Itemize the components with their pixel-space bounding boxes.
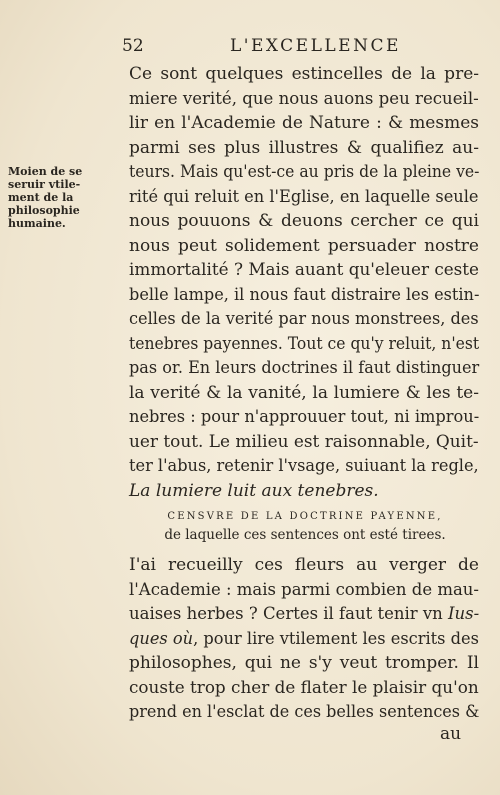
- text-line: parmi ses plus illustres & qualifiez au-: [129, 137, 479, 158]
- text-line: tenebres payennes. Tout ce qu'y reluit, n'est: [129, 333, 480, 354]
- text-line: rité qui reluit en l'Eglise, en laquelle seule: [129, 186, 479, 207]
- text-line: prend en l'esclat de ces belles sentences &: [129, 702, 480, 722]
- text-line: [129, 602, 480, 627]
- text-segment: , pour lire vtilement les escrits des: [193, 628, 479, 649]
- italic-segment: Ius-: [448, 604, 480, 624]
- text-line: nous pouuons & deuons cercher ce qui: [129, 211, 479, 231]
- text-line: belle lampe, il nous faut distraire les estin-: [129, 284, 480, 305]
- text-line: l'Academie : mais parmi combien de mau-: [129, 579, 479, 600]
- page-number: 52: [122, 36, 144, 56]
- text-line: lir en l'Academie de Nature : & mesmes: [129, 113, 479, 133]
- marginal-note: [8, 165, 126, 230]
- marginal-note-line: seruir vtile-: [8, 178, 81, 191]
- text-line: Ce sont quelques estincelles de la pre-: [129, 64, 479, 84]
- running-title: L'EXCELLENCE: [230, 36, 401, 56]
- text-line: celles de la verité par nous monstrees, des: [129, 309, 479, 329]
- text-line: miere verité, que nous auons peu recueil-: [129, 88, 479, 109]
- marginal-note-line: Moien de se: [8, 165, 83, 178]
- text-segment: uaises herbes ? Certes il faut tenir vn: [129, 604, 443, 624]
- marginal-note-line: ment de la: [8, 191, 74, 204]
- text-line: pas or. En leurs doctrines il faut distinguer: [129, 358, 480, 378]
- catchword: au: [440, 724, 462, 744]
- text-line: la verité & la vanité, la lumiere & les te-: [129, 382, 479, 403]
- section-heading: CENSVRE DE LA DOCTRINE PAYENNE,: [167, 511, 443, 522]
- text-line: teurs. Mais qu'est-ce au pris de la pleine ve-: [129, 162, 480, 182]
- marginal-note-line: humaine.: [8, 217, 66, 230]
- text-line: uer tout. Le milieu est raisonnable, Quit-: [129, 431, 479, 452]
- section-subheading: de laquelle ces sentences ont esté tirees.: [164, 527, 446, 543]
- running-head: [110, 36, 460, 56]
- marginal-note-line: philosophie: [8, 204, 80, 217]
- text-line: immortalité ? Mais auant qu'eleuer ceste: [129, 260, 480, 280]
- text-line: I'ai recueilly ces fleurs au verger de: [129, 555, 479, 575]
- text-line: nous peut solidement persuader nostre: [129, 235, 479, 256]
- italic-quote-line: La lumiere luit aux tenebres.: [129, 480, 379, 501]
- text-line: ter l'abus, retenir l'vsage, suiuant la regle,: [129, 456, 479, 476]
- text-line: philosophes, qui ne s'y veut tromper. Il: [129, 653, 479, 673]
- italic-segment: ques où: [129, 628, 194, 649]
- text-line: couste trop cher de flater le plaisir qu'on: [129, 677, 479, 698]
- text-line: [129, 627, 479, 652]
- paragraph-1: [129, 62, 479, 503]
- paragraph-2: [129, 553, 479, 725]
- text-line: nebres : pour n'approuuer tout, ni improu-: [129, 407, 480, 427]
